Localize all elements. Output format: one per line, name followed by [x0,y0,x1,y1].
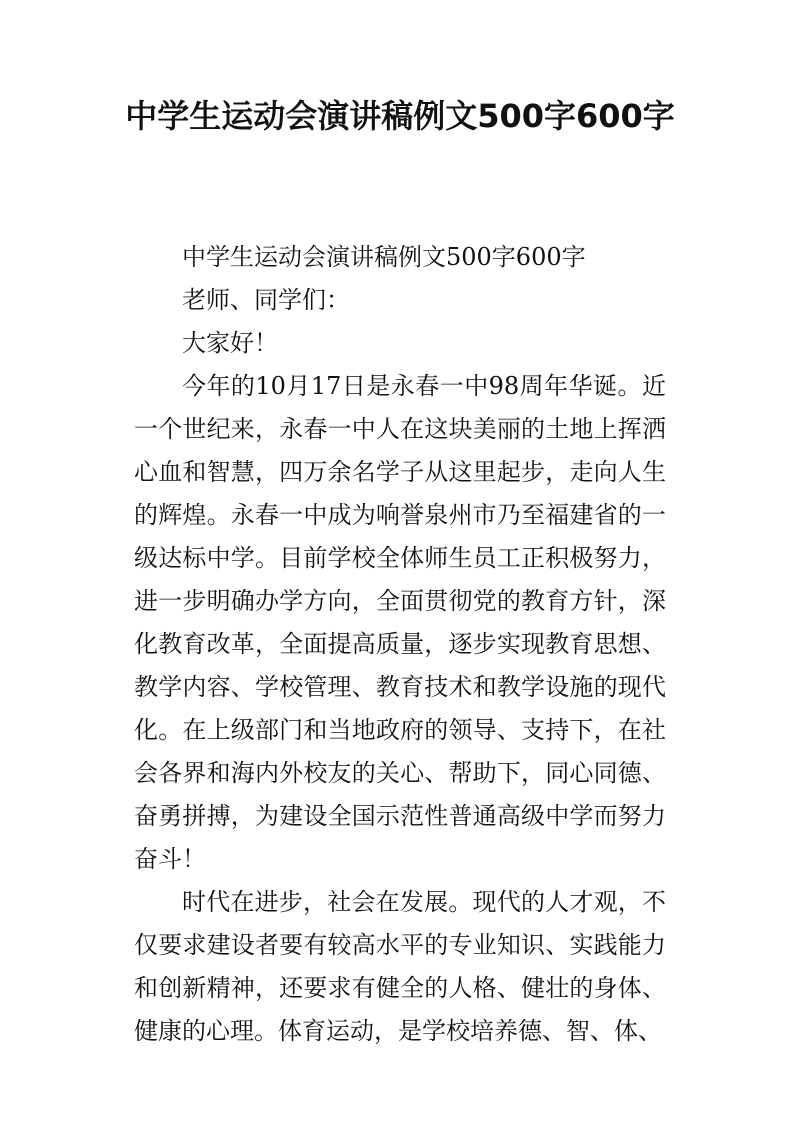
paragraph-greeting: 大家好！ [182,329,278,357]
paragraph-sports-development: 时代在进步，社会在发展。现代的人才观，不仅要求建设者要有较高水平的专业知识、实践能力和创新精神，还要求有健全的人格、健壮的身体、健康的心理。体育运动，是学校培养德、智、体、 [134,888,666,1045]
document-body [134,236,666,1053]
document-title: 中学生运动会演讲稿例文500字600字 [125,97,675,135]
paragraph-school-history: 今年的10月17日是永春一中98周年华诞。近一个世纪来，永春一中人在这块美丽的土地上挥洒心血和智慧，四万余名学子从这里起步，走向人生的辉煌。永春一中成为响誉泉州市乃至福建省的一级达标中学。目前学校全体师生员工正积极努力，进一步明确办学方向，全面贯彻党的教育方针，深化教育改革，全面提高质量，逐步实现教育思想、教学内容、学校管理、教育技术和教学设施的现代化。在上级部门和当地政府的领导、支持下，在社会各界和海内外校友的关心、帮助下，同心同德、奋勇拼搏，为建设全国示范性普通高级中学而努力奋斗！ [134,372,666,873]
paragraph-salutation: 老师、同学们： [182,286,350,314]
paragraph-heading: 中学生运动会演讲稿例文500字600字 [182,243,586,271]
